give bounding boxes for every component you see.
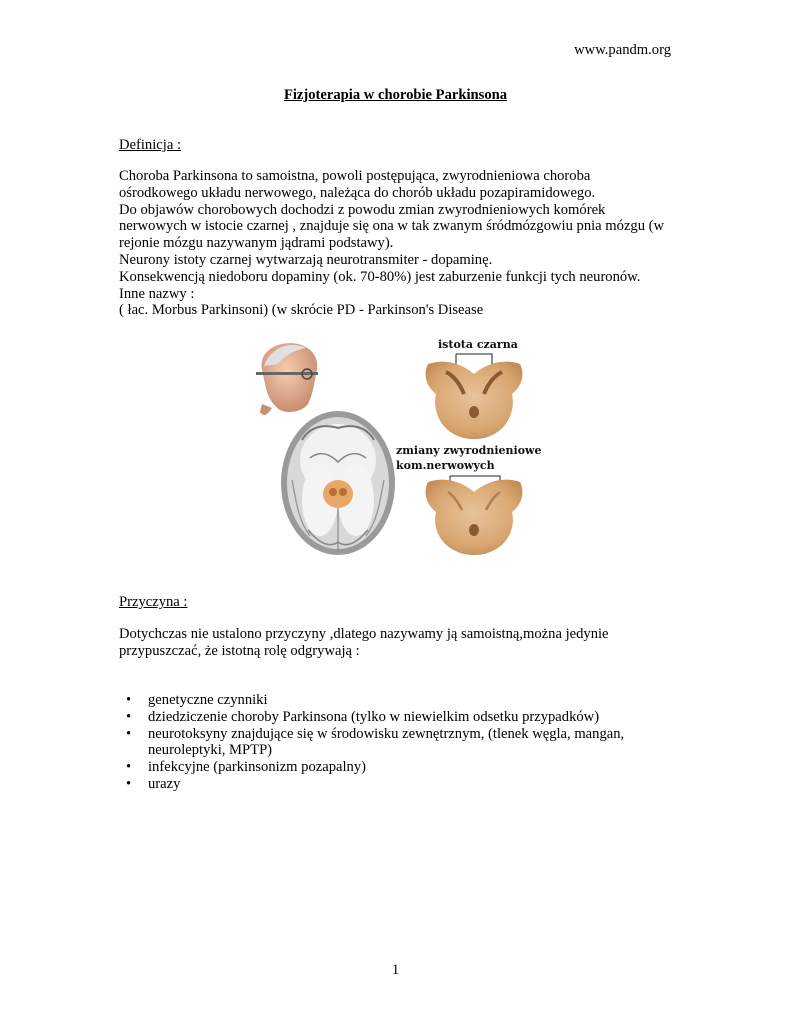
brain-section-image — [281, 411, 395, 555]
bullet-icon: • — [126, 708, 132, 725]
definition-line: Do objawów chorobowych dochodzi z powodu zmian zwyrodnieniowych komórek — [119, 201, 606, 218]
bullet-icon: • — [126, 759, 132, 776]
definition-line: ( łac. Morbus Parkinsoni) (w skrócie PD - Parkinson's Disease — [119, 302, 484, 319]
definition-line: rejonie mózgu nazywanym jądrami podstawy). — [119, 235, 394, 252]
definition-line: Konsekwencją niedoboru dopaminy (ok. 70-80%) jest zaburzenie funkcji tych neuronów. — [119, 268, 641, 285]
bullet-icon: • — [126, 775, 132, 792]
label-substantia-nigra: istota czarna — [438, 338, 518, 351]
bullet-icon: • — [126, 692, 132, 708]
definition-paragraph — [119, 168, 679, 319]
brain-illustration — [250, 330, 545, 565]
cause-heading: Przyczyna : — [119, 594, 188, 610]
definition-heading: Definicja : — [119, 137, 181, 153]
list-item: • neurotoksyny znajdujące się w środowisku zewnętrznym, (tlenek węgla, mangan, neuroleptyki, MPTP) — [126, 725, 625, 759]
definition-line: Neurony istoty czarnej wytwarzają neurotransmiter - dopaminę. — [119, 251, 493, 268]
label-degenerative-changes: zmiany zwyrodnieniowe — [396, 444, 542, 457]
site-url: www.pandm.org — [574, 42, 671, 58]
label-nerve-cells: kom.nerwowych — [396, 459, 495, 472]
cause-line: przypuszczać, że istotną rolę odgrywają : — [119, 642, 360, 659]
list-item: • dziedziczenie choroby Parkinsona (tylko w niewielkim odsetku przypadków) — [126, 708, 600, 725]
midbrain-degenerated-image — [426, 480, 523, 555]
definition-line: Inne nazwy : — [119, 285, 195, 302]
cause-paragraph — [119, 626, 679, 660]
bullet-icon: • — [126, 725, 132, 742]
page-number: 1 — [391, 962, 400, 978]
definition-line: ośrodkowego układu nerwowego, należąca do chorób układu pozapiramidowego. — [119, 184, 596, 201]
list-item: • urazy — [126, 775, 181, 792]
list-item: • genetyczne czynniki — [126, 692, 268, 708]
definition-line: nerwowych w istocie czarnej , znajduje się ona w tak zwanym śródmózgowiu pnia mózgu (w — [119, 218, 665, 235]
midbrain-healthy-image — [426, 362, 523, 439]
head-figure — [256, 343, 318, 415]
cause-line: Dotychczas nie ustalono przyczyny ,dlatego nazywamy ją samoistną,można jedynie — [119, 626, 609, 642]
causes-list — [119, 692, 624, 793]
definition-line: Choroba Parkinsona to samoistna, powoli postępująca, zwyrodnieniowa choroba — [119, 168, 591, 184]
list-item: • infekcyjne (parkinsonizm pozapalny) — [126, 759, 367, 776]
document-title: Fizjoterapia w chorobie Parkinsona — [283, 87, 508, 103]
